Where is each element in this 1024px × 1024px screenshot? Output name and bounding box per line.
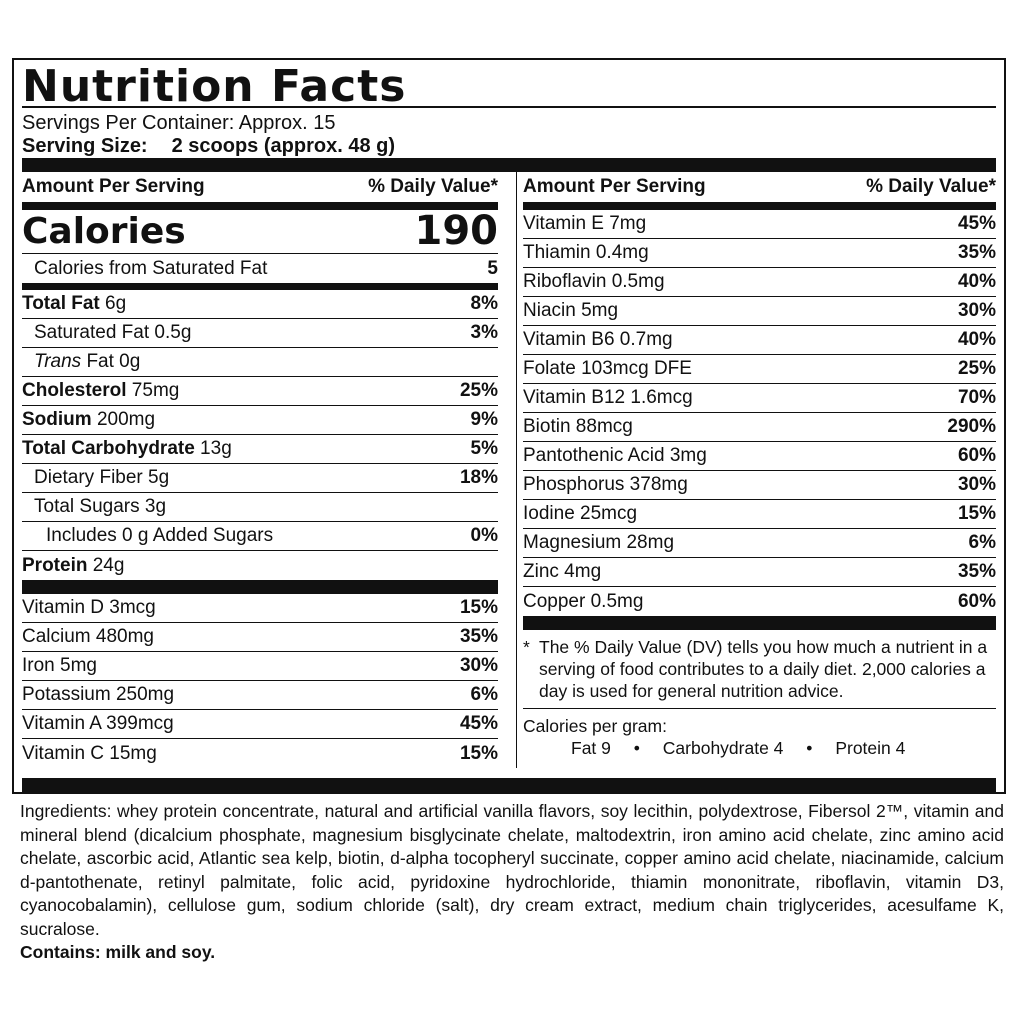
vitamin-value: 35% bbox=[957, 561, 996, 582]
serving-size bbox=[22, 134, 996, 158]
nutrient-amount: 200mg bbox=[91, 409, 156, 430]
allergen-statement: Contains: milk and soy. bbox=[20, 942, 216, 962]
vitamin-label: Copper 0.5mg bbox=[523, 590, 644, 612]
nutrient-amount: 6g bbox=[99, 293, 127, 314]
vitamin-row bbox=[523, 413, 996, 442]
vitamin-value: 30% bbox=[957, 300, 996, 321]
nutrient-value: 25% bbox=[459, 380, 498, 401]
vitamin-value: 35% bbox=[459, 626, 498, 647]
nutrient-name: Trans bbox=[34, 351, 82, 372]
vitamin-value: 25% bbox=[957, 358, 996, 379]
calories-per-gram-label: Calories per gram: bbox=[523, 716, 667, 736]
nutrient-label: Calories from Saturated Fat bbox=[34, 257, 268, 279]
nutrient-label bbox=[22, 293, 126, 315]
vitamin-row bbox=[22, 623, 498, 652]
vitamin-row bbox=[523, 500, 996, 529]
carb-per-gram: Carbohydrate 4 bbox=[662, 738, 784, 758]
vitamin-value: 30% bbox=[957, 474, 996, 495]
vitamin-label: Thiamin 0.4mg bbox=[523, 242, 649, 263]
vitamin-label: Biotin 88mcg bbox=[523, 416, 633, 437]
vitamin-value: 45% bbox=[459, 713, 498, 734]
vitamin-label: Niacin 5mg bbox=[523, 300, 619, 321]
left-column bbox=[22, 172, 517, 768]
nutrient-row bbox=[22, 522, 498, 551]
nutrient-row bbox=[22, 464, 498, 493]
vitamin-value: 35% bbox=[957, 242, 996, 263]
vitamin-label: Vitamin C 15mg bbox=[22, 742, 157, 764]
vitamin-value: 290% bbox=[947, 416, 996, 437]
divider-thick-bottom bbox=[22, 778, 996, 792]
nutrient-label bbox=[34, 351, 140, 373]
nutrient-row bbox=[22, 377, 498, 406]
vitamin-label: Zinc 4mg bbox=[523, 561, 602, 582]
nutrient-label: Includes 0 g Added Sugars bbox=[46, 525, 274, 546]
divider-thick bbox=[22, 158, 996, 172]
vitamin-value: 6% bbox=[968, 532, 996, 553]
vitamin-row bbox=[523, 268, 996, 297]
nutrient-label bbox=[22, 438, 232, 460]
daily-value-footnote bbox=[523, 630, 996, 709]
serving-size-label: Serving Size: bbox=[22, 135, 148, 157]
nutrient-row bbox=[22, 319, 498, 348]
vitamin-row bbox=[523, 326, 996, 355]
nutrient-row bbox=[22, 493, 498, 522]
vitamin-label: Vitamin E 7mg bbox=[523, 213, 647, 234]
nutrient-value: 3% bbox=[470, 322, 498, 343]
nutrient-name: Cholesterol bbox=[22, 380, 127, 401]
divider-thick bbox=[22, 580, 498, 594]
nutrient-row bbox=[22, 406, 498, 435]
vitamin-label: Potassium 250mg bbox=[22, 684, 175, 705]
vitamin-row bbox=[523, 471, 996, 500]
vitamin-value: 40% bbox=[957, 329, 996, 350]
daily-value-label: % Daily Value* bbox=[866, 176, 996, 197]
nutrient-value: 8% bbox=[470, 293, 498, 314]
servings-per-container: Servings Per Container: Approx. 15 bbox=[22, 112, 336, 134]
nutrient-amount: 24g bbox=[87, 554, 125, 576]
vitamin-row bbox=[523, 210, 996, 239]
vitamin-row bbox=[523, 558, 996, 587]
vitamin-row bbox=[22, 739, 498, 768]
fat-per-gram: Fat 9 bbox=[571, 738, 611, 758]
vitamin-value: 15% bbox=[459, 742, 498, 764]
daily-value-label: % Daily Value* bbox=[368, 176, 498, 197]
nutrient-row bbox=[22, 435, 498, 464]
vitamin-value: 15% bbox=[459, 597, 498, 618]
ingredients-text: Ingredients: whey protein concentrate, natural and artificial vanilla flavors, soy lecithin, polydextrose, Fibersol 2™, vitamin and mineral blend (dicalcium phosphate, magnesium bisglycinate chelate, maltodextrin, iron amino acid chelate, zinc amino acid chelate, ascorbic acid, Atlantic sea kelp, biotin, d-alpha tocopheryl succinate, copper amino acid chelate, niacinamide, calcium d-pantothenate, retinyl palmitate, folic acid, pyridoxine hydrochloride, thiamin mononitrate, riboflavin, vitamin D3, cyanocobalamin), cellulose gum, sodium chloride (salt), dry cream extract, medium chain triglycerides, acesulfame K, sucralose. bbox=[20, 801, 1004, 939]
nutrient-label: Dietary Fiber 5g bbox=[34, 467, 170, 488]
amount-per-serving-label: Amount Per Serving bbox=[523, 176, 706, 197]
nutrient-value: 5 bbox=[487, 257, 498, 279]
vitamin-value: 15% bbox=[957, 503, 996, 524]
nutrient-amount: Fat 0g bbox=[81, 351, 141, 372]
nutrient-value: 9% bbox=[470, 409, 498, 430]
vitamin-label: Iron 5mg bbox=[22, 655, 97, 676]
vitamin-label: Calcium 480mg bbox=[22, 626, 154, 647]
nutrient-label bbox=[22, 380, 179, 402]
vitamin-value: 30% bbox=[459, 655, 498, 676]
vitamin-value: 60% bbox=[957, 445, 996, 466]
nutrient-row bbox=[22, 290, 498, 319]
separator-dot: • bbox=[806, 738, 813, 758]
vitamin-value: 45% bbox=[957, 213, 996, 234]
vitamin-label: Vitamin D 3mcg bbox=[22, 597, 156, 618]
nutrient-row bbox=[22, 551, 498, 580]
right-column bbox=[517, 172, 996, 768]
protein-per-gram: Protein 4 bbox=[835, 738, 906, 758]
vitamin-value: 6% bbox=[470, 684, 498, 705]
vitamin-value: 60% bbox=[957, 590, 996, 612]
vitamin-label: Folate 103mcg DFE bbox=[523, 358, 692, 379]
vitamin-row bbox=[22, 710, 498, 739]
panel-title: Nutrition Facts bbox=[22, 62, 996, 108]
vitamin-label: Vitamin B12 1.6mcg bbox=[523, 387, 693, 408]
footnote-asterisk: * bbox=[523, 637, 530, 657]
footnote-text: The % Daily Value (DV) tells you how much a nutrient in a serving of food contributes to a daily diet. 2,000 calories a day is used for general nutrition advice. bbox=[539, 637, 988, 701]
nutrient-label bbox=[22, 555, 124, 577]
nutrition-facts-panel bbox=[12, 58, 1006, 794]
nutrient-amount: 13g bbox=[194, 438, 232, 459]
vitamin-row bbox=[523, 529, 996, 558]
vitamin-value: 70% bbox=[957, 387, 996, 408]
vitamin-row bbox=[523, 297, 996, 326]
vitamin-row bbox=[523, 239, 996, 268]
vitamin-row bbox=[523, 587, 996, 616]
nutrient-label: Saturated Fat 0.5g bbox=[34, 322, 192, 343]
nutrient-row bbox=[22, 254, 498, 283]
nutrient-name: Total Carbohydrate bbox=[22, 438, 195, 459]
divider bbox=[22, 283, 498, 290]
vitamin-label: Pantothenic Acid 3mg bbox=[523, 445, 707, 466]
vitamin-label: Riboflavin 0.5mg bbox=[523, 271, 665, 292]
vitamin-label: Vitamin B6 0.7mg bbox=[523, 329, 673, 350]
calories-value: 190 bbox=[414, 208, 498, 254]
nutrient-value: 18% bbox=[459, 467, 498, 488]
nutrient-value: 5% bbox=[470, 438, 498, 459]
vitamin-row bbox=[22, 594, 498, 623]
nutrient-label bbox=[22, 409, 155, 431]
amount-per-serving-label: Amount Per Serving bbox=[22, 176, 205, 197]
left-header bbox=[22, 172, 498, 202]
vitamin-label: Phosphorus 378mg bbox=[523, 474, 688, 495]
vitamin-row bbox=[523, 384, 996, 413]
separator-dot: • bbox=[633, 738, 640, 758]
vitamin-value: 40% bbox=[957, 271, 996, 292]
nutrient-columns bbox=[22, 172, 996, 768]
calories-per-gram bbox=[523, 709, 996, 759]
nutrient-value: 0% bbox=[470, 525, 498, 546]
calories-row bbox=[22, 210, 498, 254]
serving-size-value: 2 scoops (approx. 48 g) bbox=[171, 135, 395, 157]
vitamin-row bbox=[22, 652, 498, 681]
calories-label: Calories bbox=[22, 211, 186, 252]
nutrient-name: Protein bbox=[22, 554, 88, 576]
vitamin-row bbox=[22, 681, 498, 710]
nutrient-row bbox=[22, 348, 498, 377]
divider-thick bbox=[523, 616, 996, 630]
vitamin-label: Vitamin A 399mcg bbox=[22, 713, 174, 734]
nutrient-name: Sodium bbox=[22, 409, 92, 430]
vitamin-label: Iodine 25mcg bbox=[523, 503, 638, 524]
nutrient-label: Total Sugars 3g bbox=[34, 496, 167, 517]
vitamin-row bbox=[523, 442, 996, 471]
vitamin-label: Magnesium 28mg bbox=[523, 532, 675, 553]
calories-per-gram-values bbox=[523, 737, 996, 759]
right-header bbox=[523, 172, 996, 202]
divider bbox=[523, 202, 996, 210]
nutrient-name: Total Fat bbox=[22, 293, 100, 314]
vitamin-row bbox=[523, 355, 996, 384]
nutrient-amount: 75mg bbox=[126, 380, 180, 401]
